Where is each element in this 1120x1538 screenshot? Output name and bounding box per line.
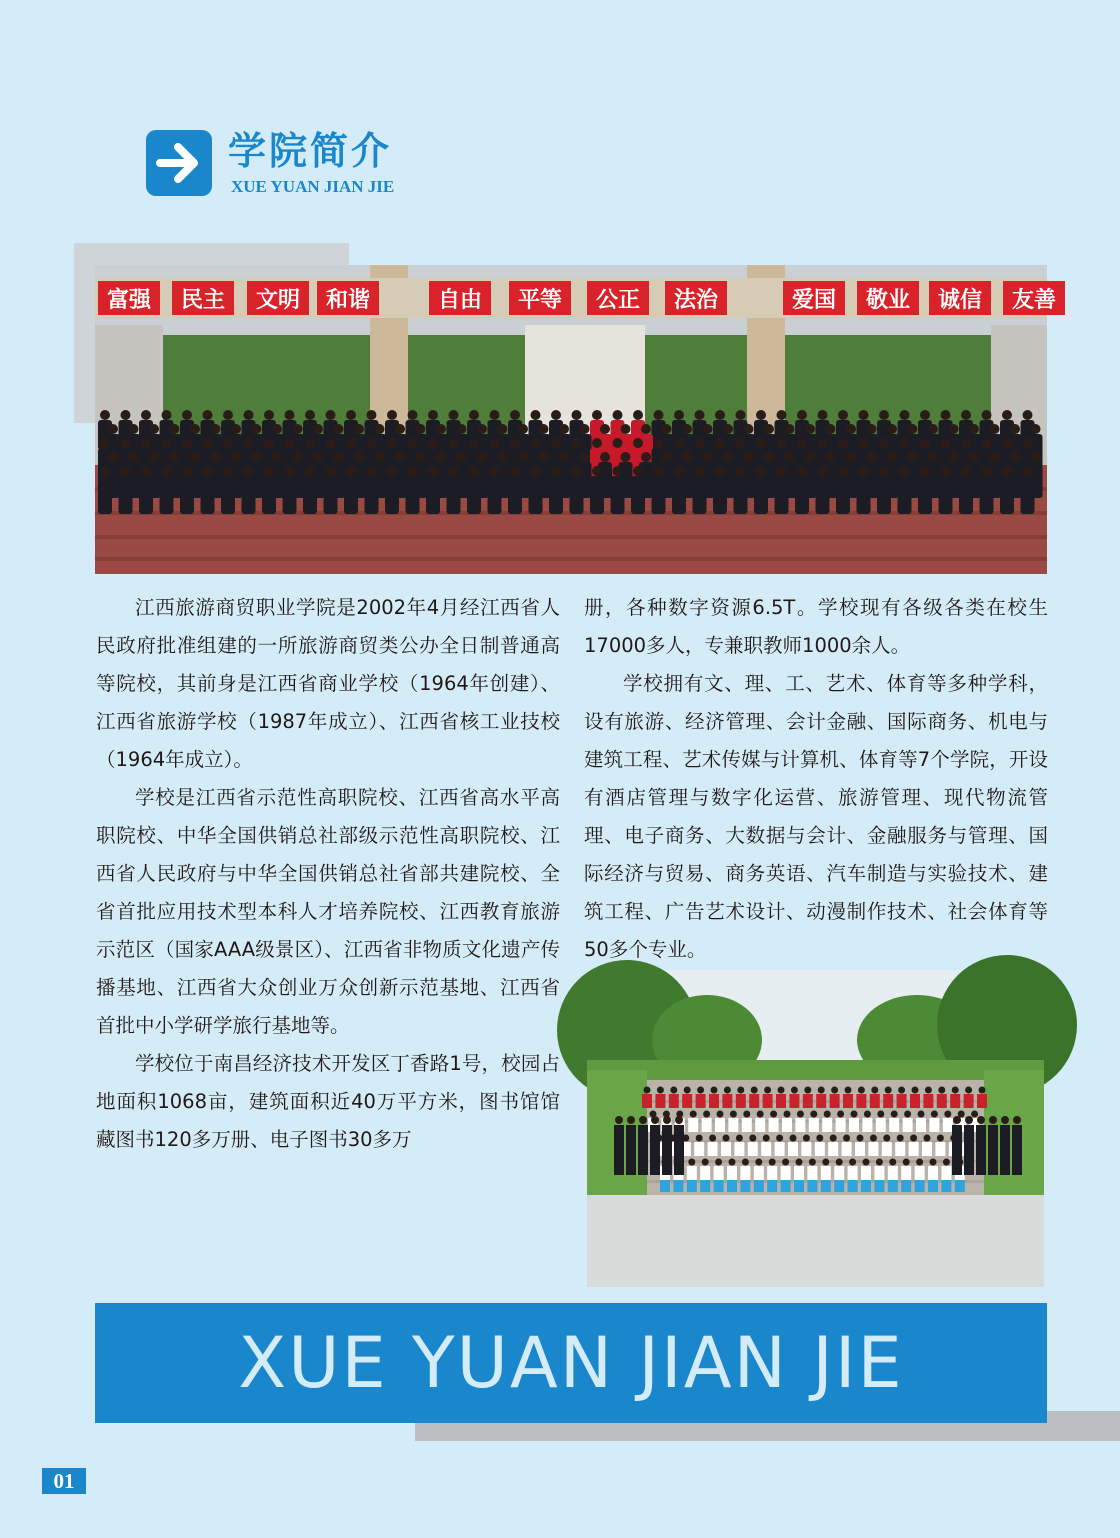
slogan-word: 文明 <box>255 287 301 313</box>
slogan-word: 自由 <box>437 287 483 313</box>
students-group-photo <box>95 265 1057 574</box>
slogan-word: 爱国 <box>791 287 837 313</box>
arrow-right-icon <box>146 130 212 196</box>
slogan-word: 富强 <box>106 287 152 313</box>
page-number: 01 <box>42 1468 86 1494</box>
slogan-word: 平等 <box>517 287 563 313</box>
paragraph: 江西旅游商贸职业学院是2002年4月经江西省人民政府批准组建的一所旅游商贸类公办全日制普通高等院校，其前身是江西省商业学校（1964年创建）、江西省旅游学校（1987年成立）、江西省核工业技校（1964年成立）。 <box>96 596 560 771</box>
paragraph: 学校拥有文、理、工、艺术、体育等多种学科，设有旅游、经济管理、会计金融、国际商务、机电与建筑工程、艺术传媒与计算机、体育等7个学院，开设有酒店管理与数字化运营、旅游管理、现代物流管理、电子商务、大数据与会计、金融服务与管理、国际经济与贸易、商务英语、汽车制造与实验技术、建筑工程、广告艺术设计、动漫制作技术、社会体育等50多个专业。 <box>584 672 1048 961</box>
body-text-left <box>96 589 560 1159</box>
slogan-word: 公正 <box>595 287 641 313</box>
page-title: 学院简介 <box>228 128 393 173</box>
slogan-word: 友善 <box>1011 287 1057 313</box>
slogan-word: 民主 <box>180 287 226 313</box>
paragraph: 册，各种数字资源6.5T。学校现有各级各类在校生17000多人，专兼职教师1000余人。 <box>584 596 1048 657</box>
page-subtitle: XUE YUAN JIAN JIE <box>231 177 395 196</box>
graduates-group-photo <box>587 970 1044 1287</box>
slogan-word: 诚信 <box>937 287 983 313</box>
body-text-right <box>584 589 1048 969</box>
paragraph: 学校位于南昌经济技术开发区丁香路1号，校园占地面积1068亩，建筑面积近40万平方米，图书馆馆藏图书120多万册、电子图书30多万 <box>96 1052 560 1151</box>
slogan-word: 法治 <box>673 287 719 313</box>
banner-text: XUE YUAN JIAN JIE <box>238 1322 904 1404</box>
title-banner <box>95 1303 1047 1423</box>
slogan-word: 敬业 <box>865 287 911 313</box>
slogan-word: 和谐 <box>325 287 371 313</box>
paragraph: 学校是江西省示范性高职院校、江西省高水平高职院校、中华全国供销总社部级示范性高职院校、江西省人民政府与中华全国供销总社省部共建院校、全省首批应用技术型本科人才培养院校、江西教育旅游示范区（国家AAA级景区）、江西省非物质文化遗产传播基地、江西省大众创业万众创新示范基地、江西省首批中小学研学旅行基地等。 <box>96 786 560 1037</box>
